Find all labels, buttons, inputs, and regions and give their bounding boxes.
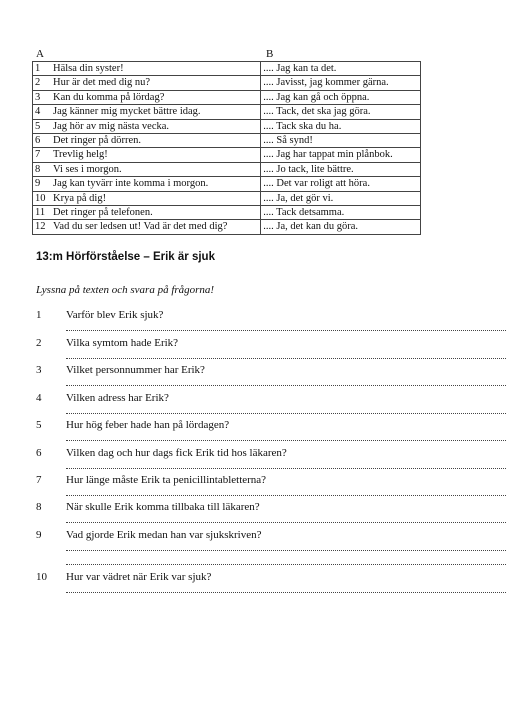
phrase-number: 6 [35,135,41,147]
pair-row [33,148,421,162]
phrase-b-cell[interactable] [261,119,421,133]
question-text: När skulle Erik komma tillbaka till läkaren? [66,501,260,513]
phrase-b-cell[interactable] [261,76,421,90]
phrase-a-cell [33,105,261,119]
pair-row [33,105,421,119]
phrase-number: 12 [35,221,46,233]
phrase-a-cell [33,90,261,104]
answer-line[interactable] [66,564,506,565]
phrase-b-text: .... Tack, det ska jag göra. [263,106,371,118]
phrase-number: 3 [35,91,41,103]
phrase-number: 9 [35,178,41,190]
phrase-b-text: .... Jo tack, lite bättre. [263,163,354,175]
phrase-a-text: Jag hör av mig nästa vecka. [53,120,170,132]
question-number: 2 [36,337,42,349]
answer-line[interactable] [66,522,506,523]
phrase-number: 4 [35,106,41,118]
phrase-a-text: Krya på dig! [53,192,107,204]
question-text: Varför blev Erik sjuk? [66,309,164,321]
phrase-a-text: Jag kan tyvärr inte komma i morgon. [53,178,209,190]
question-text: Vilken dag och hur dags fick Erik tid hos läkaren? [66,447,287,459]
question-text: Vilken adress har Erik? [66,392,169,404]
question-number: 8 [36,501,42,513]
pair-row [33,119,421,133]
question-text: Vilka symtom hade Erik? [66,337,179,349]
phrase-a-text: Jag känner mig mycket bättre idag. [53,106,201,118]
pair-row [33,90,421,104]
phrase-a-text: Hur är det med dig nu? [53,77,151,89]
question-number: 4 [36,392,42,404]
phrase-b-text: .... Jag kan gå och öppna. [263,91,370,103]
answer-line[interactable] [66,358,506,359]
phrase-b-text: .... Jag har tappat min plånbok. [263,149,393,161]
column-a-heading: A [36,48,44,60]
phrase-b-text: .... Tack detsamma. [263,207,345,219]
phrase-a-text: Hälsa din syster! [53,63,124,74]
phrase-a-cell [33,162,261,176]
phrase-b-text: .... Det var roligt att höra. [263,178,370,190]
phrase-number: 10 [35,192,46,204]
pair-row [33,162,421,176]
phrase-number: 11 [35,207,46,219]
phrase-b-text: .... Så synd! [263,135,313,147]
phrase-number: 2 [35,77,41,89]
section-title: 13:m Hörförståelse – Erik är sjuk [36,251,215,263]
phrase-b-cell[interactable] [261,148,421,162]
phrase-b-text: .... Ja, det kan du göra. [263,221,359,233]
instruction-text: Lyssna på texten och svara på frågorna! [36,284,215,296]
phrase-b-text: .... Ja, det gör vi. [263,192,334,204]
question-number: 3 [36,364,42,376]
answer-line[interactable] [66,495,506,496]
question-number: 7 [36,474,42,486]
question-text: Hur länge måste Erik ta penicillintabletterna? [66,474,267,486]
phrase-a-cell [33,62,261,76]
phrase-b-cell[interactable] [261,191,421,205]
phrase-a-text: Kan du komma på lördag? [53,91,165,103]
column-b-heading: B [266,48,274,60]
answer-line[interactable] [66,550,506,551]
phrase-b-cell[interactable] [261,105,421,119]
pair-row [33,62,421,76]
pair-row [33,220,421,234]
answer-line[interactable] [66,330,506,331]
phrase-number: 1 [35,63,41,74]
pair-row [33,191,421,205]
question-text: Hur var vädret när Erik var sjuk? [66,571,212,583]
phrase-a-cell [33,119,261,133]
phrase-b-cell[interactable] [261,177,421,191]
question-text: Hur hög feber hade han på lördagen? [66,419,230,431]
answer-line[interactable] [66,413,506,414]
phrase-b-cell[interactable] [261,162,421,176]
phrase-a-cell [33,177,261,191]
question-number: 1 [36,309,42,321]
question-text: Vilket personnummer har Erik? [66,364,205,376]
phrase-b-cell[interactable] [261,134,421,148]
phrase-b-cell[interactable] [261,220,421,234]
pair-row [33,76,421,90]
phrase-a-text: Det ringer på telefonen. [53,207,153,219]
pair-row [33,177,421,191]
phrase-b-cell[interactable] [261,90,421,104]
phrase-b-cell[interactable] [261,62,421,76]
answer-line[interactable] [66,592,506,593]
phrase-b-cell[interactable] [261,206,421,220]
answer-line[interactable] [66,440,506,441]
phrase-a-cell [33,206,261,220]
question-number: 6 [36,447,42,459]
pair-row [33,134,421,148]
phrase-b-text: .... Javisst, jag kommer gärna. [263,77,389,89]
phrase-a-cell [33,148,261,162]
phrase-number: 7 [35,149,41,161]
phrase-a-text: Det ringer på dörren. [53,135,142,147]
phrase-b-text: .... Tack ska du ha. [263,120,342,132]
phrase-a-cell [33,76,261,90]
pair-row [33,206,421,220]
answer-line[interactable] [66,385,506,386]
phrase-a-text: Trevlig helg! [53,149,108,161]
phrase-a-text: Vad du ser ledsen ut! Vad är det med dig? [53,221,228,233]
phrase-a-cell [33,134,261,148]
matching-table [32,61,421,235]
phrase-a-text: Vi ses i morgon. [53,163,122,175]
phrase-number: 8 [35,163,41,175]
question-number: 5 [36,419,42,431]
phrase-b-text: .... Jag kan ta det. [263,63,337,74]
phrase-a-cell [33,191,261,205]
answer-line[interactable] [66,468,506,469]
phrase-a-cell [33,220,261,234]
question-text: Vad gjorde Erik medan han var sjukskriven? [66,529,262,541]
phrase-number: 5 [35,120,41,132]
question-number: 9 [36,529,42,541]
question-number: 10 [36,571,47,583]
